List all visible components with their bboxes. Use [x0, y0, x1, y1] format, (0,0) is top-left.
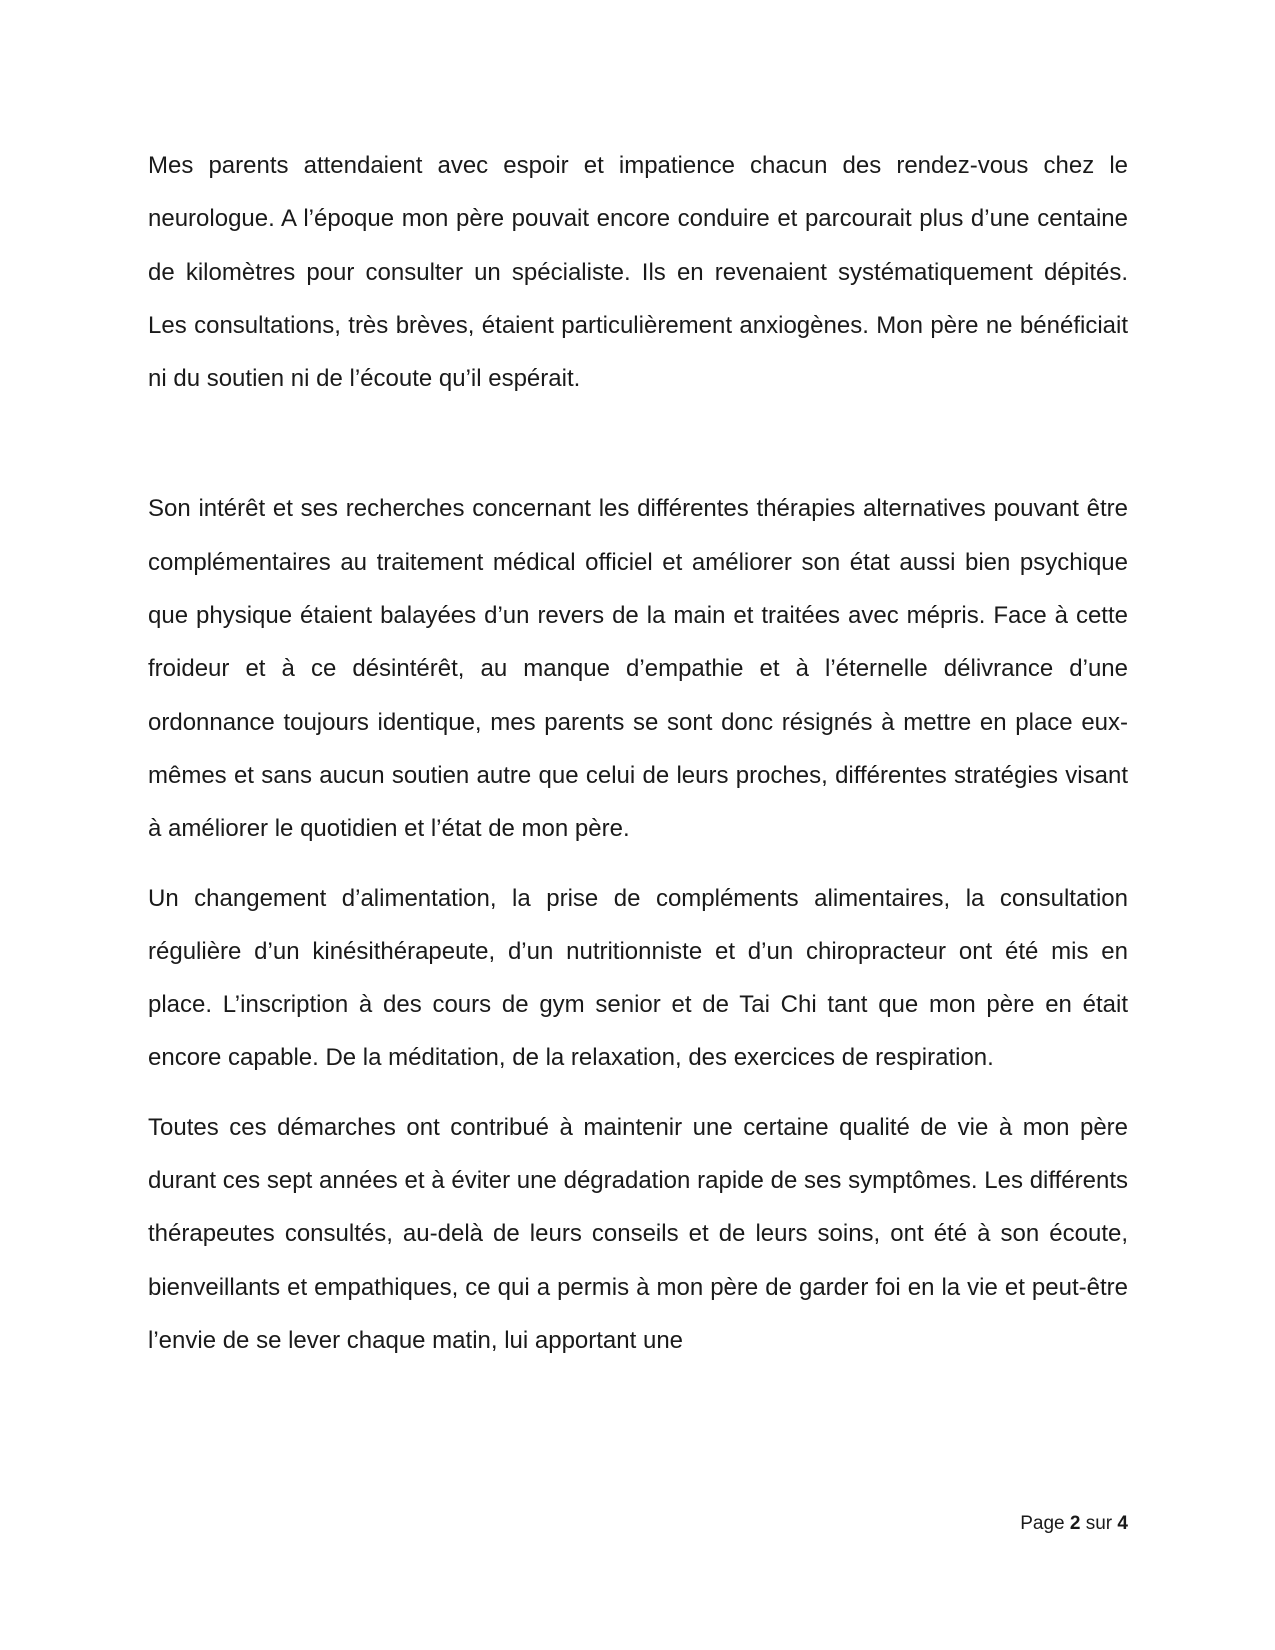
document-body: [148, 139, 1128, 1367]
current-page-number: 2: [1069, 1513, 1081, 1534]
page-label: Page: [1020, 1513, 1065, 1534]
paragraph: Mes parents attendaient avec espoir et impatience chacun des rendez-vous chez le neurologue. A l’époque mon père pouvait encore conduire et parcourait plus d’une centaine de kilomètres pour consulter un spécialiste. Ils en revenaient systématiquement dépités. Les consultations, très brèves, étaient particulièrement anxiogènes. Mon père ne bénéficiait ni du soutien ni de l’écoute qu’il espérait.: [148, 152, 1128, 393]
total-pages-number: 4: [1117, 1513, 1128, 1534]
page-number-footer: [1020, 1513, 1128, 1535]
paragraph: Son intérêt et ses recherches concernant les différentes thérapies alternatives pouvant être complémentaires au traitement médical officiel et améliorer son état aussi bien psychique que physique étaient balayées d’un revers de la main et traitées avec mépris. Face à cette froideur et à ce désintérêt, au manque d’empathie et à l’éternelle délivrance d’une ordonnance toujours identique, mes parents se sont donc résignés à mettre en place eux-mêmes et sans aucun soutien autre que celui de leurs proches, différentes stratégies visant à améliorer le quotidien et l’état de mon père.: [148, 495, 1128, 843]
paragraph: Toutes ces démarches ont contribué à maintenir une certaine qualité de vie à mon père durant ces sept années et à éviter une dégradation rapide de ses symptômes. Les différents thérapeutes consultés, au-delà de leurs conseils et de leurs soins, ont été à son écoute, bienveillants et empathiques, ce qui a permis à mon père de garder foi en la vie et peut-être l’envie de se lever chaque matin, lui apportant une: [148, 1113, 1128, 1354]
page-of-label: sur: [1085, 1513, 1113, 1534]
paragraph: Un changement d’alimentation, la prise de compléments alimentaires, la consultation régulière d’un kinésithérapeute, d’un nutritionniste et d’un chiropracteur ont été mis en place. L’inscription à des cours de gym senior et de Tai Chi tant que mon père en était encore capable. De la méditation, de la relaxation, des exercices de respiration.: [148, 884, 1128, 1072]
